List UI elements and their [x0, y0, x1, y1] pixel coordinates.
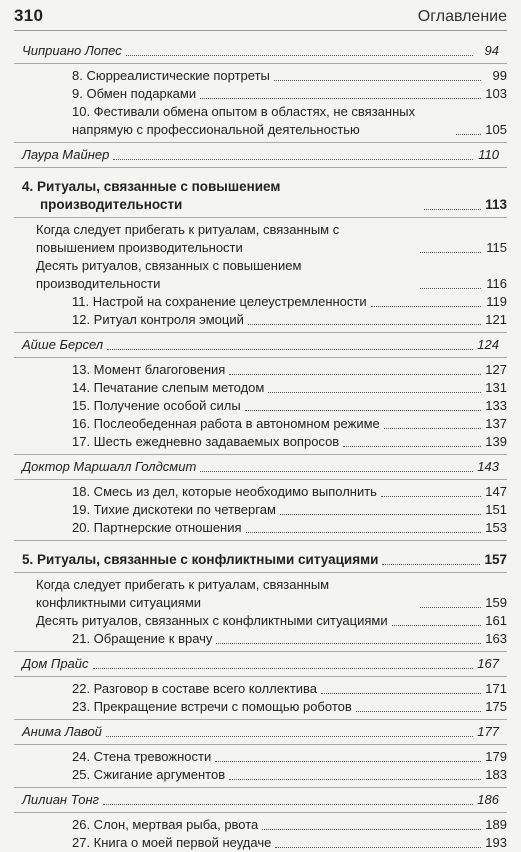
- toc-entry-page: 121: [485, 312, 507, 327]
- toc-entry-page: 94: [484, 43, 499, 58]
- dot-leader: [343, 446, 481, 447]
- toc-entry-title: 22. Разговор в составе всего коллектива: [72, 681, 318, 696]
- toc-entry-title: Дом Прайс: [22, 656, 89, 671]
- toc-entry-page: 193: [485, 835, 507, 850]
- dot-leader: [382, 564, 480, 565]
- running-title: Оглавление: [417, 8, 507, 25]
- toc-ritual-entry: [14, 766, 507, 784]
- toc-entry-title: 5. Ритуалы, связанные с конфликтными ситуациями: [22, 552, 379, 567]
- divider: [14, 572, 507, 573]
- dot-leader: [420, 607, 481, 608]
- toc-ritual-entry: [14, 501, 507, 519]
- toc-entry-page: 163: [485, 631, 507, 646]
- toc-ritual-entry: [14, 483, 507, 501]
- divider: [14, 812, 507, 813]
- toc-ritual-entry: [14, 103, 507, 139]
- toc-ritual-entry: [14, 397, 507, 415]
- page-number: 310: [14, 6, 44, 25]
- toc-entry-title: Чиприано Лопес: [22, 43, 122, 58]
- toc-entry-title: 27. Книга о моей первой неудаче: [72, 835, 272, 850]
- dot-leader: [280, 514, 481, 515]
- toc-entry-title: 8. Сюрреалистические портреты: [72, 68, 270, 83]
- toc-entry-page: 115: [486, 240, 507, 255]
- dot-leader: [245, 410, 481, 411]
- toc-entry-title: 25. Сжигание аргументов: [72, 767, 226, 782]
- toc-author-entry: [22, 458, 499, 476]
- toc-entry-title: 26. Слон, мертвая рыба, рвота: [72, 817, 259, 832]
- divider: [14, 651, 507, 652]
- toc-entry-page: 175: [485, 699, 507, 714]
- toc-entry-page: 183: [485, 767, 507, 782]
- toc-entry-page: 179: [485, 749, 507, 764]
- toc-entry-title: 13. Момент благоговения: [72, 362, 226, 377]
- dot-leader: [93, 668, 473, 669]
- toc-entry-title: Лилиан Тонг: [22, 792, 100, 807]
- toc-entry-title: Айше Берсел: [22, 337, 104, 352]
- toc-entry-page: 137: [485, 416, 507, 431]
- toc-entry-page: 99: [492, 68, 507, 83]
- toc-entry-page: 131: [485, 380, 507, 395]
- toc-entry-title: 12. Ритуал контроля эмоций: [72, 312, 244, 327]
- toc-entry-page: 151: [485, 502, 507, 517]
- dot-leader: [268, 392, 481, 393]
- toc-entry-title: 9. Обмен подарками: [72, 86, 197, 101]
- toc-entry-page: 143: [477, 459, 499, 474]
- dot-leader: [126, 55, 473, 56]
- dot-leader: [107, 349, 473, 350]
- toc-entry-page: 139: [485, 434, 507, 449]
- toc-entry-page: 105: [485, 122, 507, 137]
- divider: [14, 142, 507, 143]
- toc-entry-title: 19. Тихие дискотеки по четвергам: [72, 502, 276, 517]
- dot-leader: [248, 324, 481, 325]
- toc-entry-title: 21. Обращение к врачу: [72, 631, 213, 646]
- toc-author-entry: [22, 655, 499, 673]
- toc-ritual-entry: [14, 311, 507, 329]
- toc-entry-title: 14. Печатание слепым методом: [72, 380, 265, 395]
- toc-ritual-entry: [14, 630, 507, 648]
- divider: [14, 479, 507, 480]
- toc-section-entry: [14, 612, 507, 630]
- toc-entry-title: 20. Партнерские отношения: [72, 520, 242, 535]
- toc-ritual-entry: [14, 519, 507, 537]
- toc-entry-title: Десять ритуалов, связанных с повышением производительности: [36, 258, 302, 291]
- toc-entry-title: 17. Шесть ежедневно задаваемых вопросов: [72, 434, 340, 449]
- dot-leader: [262, 829, 481, 830]
- toc-entry-page: 127: [485, 362, 507, 377]
- toc-entry-page: 171: [485, 681, 507, 696]
- toc-entry-title: Когда следует прибегать к ритуалам, связанным с повышением производительности: [36, 222, 340, 255]
- dot-leader: [106, 736, 473, 737]
- dot-leader: [384, 428, 481, 429]
- dot-leader: [424, 209, 481, 210]
- dot-leader: [200, 471, 473, 472]
- toc-entry-page: 167: [477, 656, 499, 671]
- toc-entry-title: 24. Стена тревожности: [72, 749, 212, 764]
- dot-leader: [420, 288, 481, 289]
- toc-entry-page: 186: [477, 792, 499, 807]
- toc-section-entry: [14, 221, 507, 257]
- toc-entry-title: 4. Ритуалы, связанные с повышением производительности: [22, 179, 281, 212]
- toc-author-entry: [22, 723, 499, 741]
- dot-leader: [420, 252, 481, 253]
- toc-entry-title: Анима Лавой: [22, 724, 102, 739]
- toc-ritual-entry: [14, 680, 507, 698]
- toc-ritual-entry: [14, 67, 507, 85]
- toc-entry-title: 18. Смесь из дел, которые необходимо выполнить: [72, 484, 377, 499]
- toc-entry-page: 147: [485, 484, 507, 499]
- divider: [14, 332, 507, 333]
- dot-leader: [456, 134, 481, 135]
- dot-leader: [371, 306, 481, 307]
- divider: [14, 676, 507, 677]
- toc-entry-page: 133: [485, 398, 507, 413]
- divider: [14, 787, 507, 788]
- dot-leader: [381, 496, 481, 497]
- divider: [14, 744, 507, 745]
- dot-leader: [229, 374, 481, 375]
- dot-leader: [246, 532, 481, 533]
- toc-ritual-entry: [14, 433, 507, 451]
- toc-author-entry: [22, 791, 499, 809]
- toc-ritual-entry: [14, 361, 507, 379]
- divider: [14, 167, 507, 168]
- dot-leader: [274, 80, 481, 81]
- dot-leader: [200, 98, 481, 99]
- toc-entry-page: 110: [478, 147, 499, 162]
- toc-entry-title: 10. Фестивали обмена опытом в областях, не связанных напрямую с профессиональной деятельностью: [72, 104, 416, 137]
- toc-author-entry: [22, 42, 499, 60]
- toc-entry-title: 16. Послеобеденная работа в автономном режиме: [72, 416, 380, 431]
- toc-entry-title: Лаура Майнер: [22, 147, 110, 162]
- page-header: [14, 0, 507, 31]
- dot-leader: [392, 625, 481, 626]
- toc-ritual-entry: [14, 698, 507, 716]
- dot-leader: [113, 159, 473, 160]
- dot-leader: [356, 711, 481, 712]
- toc-chapter-entry: [22, 551, 507, 569]
- toc-entry-title: 23. Прекращение встречи с помощью роботов: [72, 699, 352, 714]
- toc-entry-title: Доктор Маршалл Голдсмит: [22, 459, 197, 474]
- divider: [14, 63, 507, 64]
- divider: [14, 454, 507, 455]
- toc-entry-page: 124: [477, 337, 499, 352]
- toc-entry-page: 177: [477, 724, 499, 739]
- divider: [14, 719, 507, 720]
- toc-entry-title: 15. Получение особой силы: [72, 398, 241, 413]
- dot-leader: [215, 761, 481, 762]
- toc-entry-title: Когда следует прибегать к ритуалам, связанным конфликтными ситуациями: [36, 577, 330, 610]
- toc-entry-page: 113: [485, 197, 507, 212]
- dot-leader: [229, 779, 481, 780]
- toc-ritual-entry: [14, 379, 507, 397]
- table-of-contents: [14, 42, 507, 852]
- toc-chapter-entry: [22, 178, 507, 214]
- toc-entry-title: 11. Настрой на сохранение целеустремленности: [72, 294, 367, 309]
- toc-author-entry: [22, 336, 499, 354]
- toc-author-entry: [22, 146, 499, 164]
- divider: [14, 217, 507, 218]
- toc-ritual-entry: [14, 85, 507, 103]
- toc-entry-title: Десять ритуалов, связанных с конфликтными ситуациями: [36, 613, 388, 628]
- toc-entry-page: 161: [485, 613, 507, 628]
- dot-leader: [216, 643, 481, 644]
- toc-entry-page: 153: [485, 520, 507, 535]
- toc-entry-page: 116: [486, 276, 507, 291]
- toc-ritual-entry: [14, 748, 507, 766]
- toc-ritual-entry: [14, 415, 507, 433]
- toc-section-entry: [14, 576, 507, 612]
- toc-entry-page: 119: [486, 294, 507, 309]
- divider: [14, 357, 507, 358]
- dot-leader: [103, 804, 473, 805]
- toc-entry-page: 189: [485, 817, 507, 832]
- toc-ritual-entry: [14, 834, 507, 852]
- dot-leader: [275, 847, 481, 848]
- toc-section-entry: [14, 257, 507, 293]
- divider: [14, 540, 507, 541]
- toc-entry-page: 157: [484, 552, 507, 567]
- toc-entry-page: 159: [485, 595, 507, 610]
- toc-ritual-entry: [14, 293, 507, 311]
- toc-entry-page: 103: [485, 86, 507, 101]
- toc-ritual-entry: [14, 816, 507, 834]
- dot-leader: [321, 693, 481, 694]
